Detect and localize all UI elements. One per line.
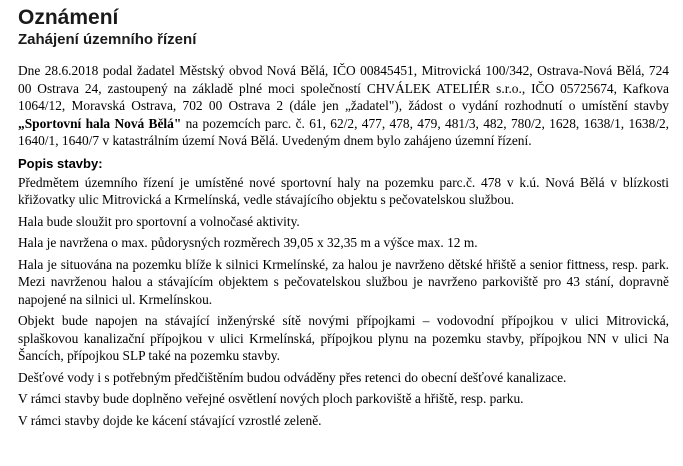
description-paragraph-6: Dešťové vody i s potřebným předčištěním budou odváděny přes retenci do obecní dešťové kanalizace.	[18, 369, 567, 385]
document-subtitle: Zahájení územního řízení	[18, 31, 197, 48]
section-heading: Popis stavby:	[18, 155, 103, 171]
description-paragraph-3: Hala je navržena o max. půdorysných rozměrech 39,05 x 32,35 m a výšce max. 12 m.	[18, 235, 478, 251]
intro-text-part1: Dne 28.6.2018 podal žadatel Městský obvod Nová Bělá, IČO 00845451, Mitrovická 100/342, Ostrava-Nová Bělá, 724 00 Ostrava 24, zastoupený na základě plné moci společností CHVÁLEK ATELIÉR s.r.o., IČO 05725674, Kafkova 1064/12, Moravská Ostrava, 702 00 Ostrava 2 (dále jen „žadatel"), žádost o vydání rozhodnutí o umístění stavby	[18, 63, 669, 114]
project-name: „Sportovní hala Nová Bělá"	[18, 115, 182, 131]
description-paragraph-8: V rámci stavby dojde ke kácení stávající vzrostlé zeleně.	[18, 412, 322, 428]
intro-paragraph	[18, 62, 669, 150]
description-paragraph-4: Hala je situována na pozemku blíže k silnici Krmelínské, za halou je navrženo dětské hřiště a senior fittness, resp. park. Mezi navrženou halou a stávajícím objektem s pečovatelskou službou je navrženo parkoviště pro 43 stání, dopravně napojené na silnici ul. Krmelínskou.	[18, 256, 669, 307]
description-paragraph-7: V rámci stavby bude doplněno veřejné osvětlení nových ploch parkoviště a hřiště, resp. parku.	[18, 391, 524, 407]
description-paragraph-5: Objekt bude napojen na stávající inženýrské sítě novými přípojkami – vodovodní přípojkou v ulici Mitrovická, splaškovou kanalizační přípojkou v ulici Krmelínská, přípojkou plynu na pozemku stavby, přípojkou NN v ulici Na Šancích, přípojkou SLP také na pozemku stavby.	[18, 313, 669, 364]
document-title: Oznámení	[18, 6, 119, 29]
intro-text-part2: na pozemcích parc. č. 61, 62/2, 477, 478, 479, 481/3, 482, 780/2, 1628, 1638/1, 1638/2, 1640/1, 1640/7 v katastrálním území Nová Bělá. Uvedeným dnem bylo zahájeno územní řízení.	[18, 115, 669, 149]
description-paragraph-2: Hala bude sloužit pro sportovní a volnočasé aktivity.	[18, 213, 300, 229]
description-paragraph-1: Předmětem územního řízení je umístěné nové sportovní haly na pozemku parc.č. 478 v k.ú. Nová Bělá v blízkosti křižovatky ulic Mitrovická a Krmelínská, vedle stávajícího objektu s pečovatelskou službou.	[18, 174, 669, 208]
